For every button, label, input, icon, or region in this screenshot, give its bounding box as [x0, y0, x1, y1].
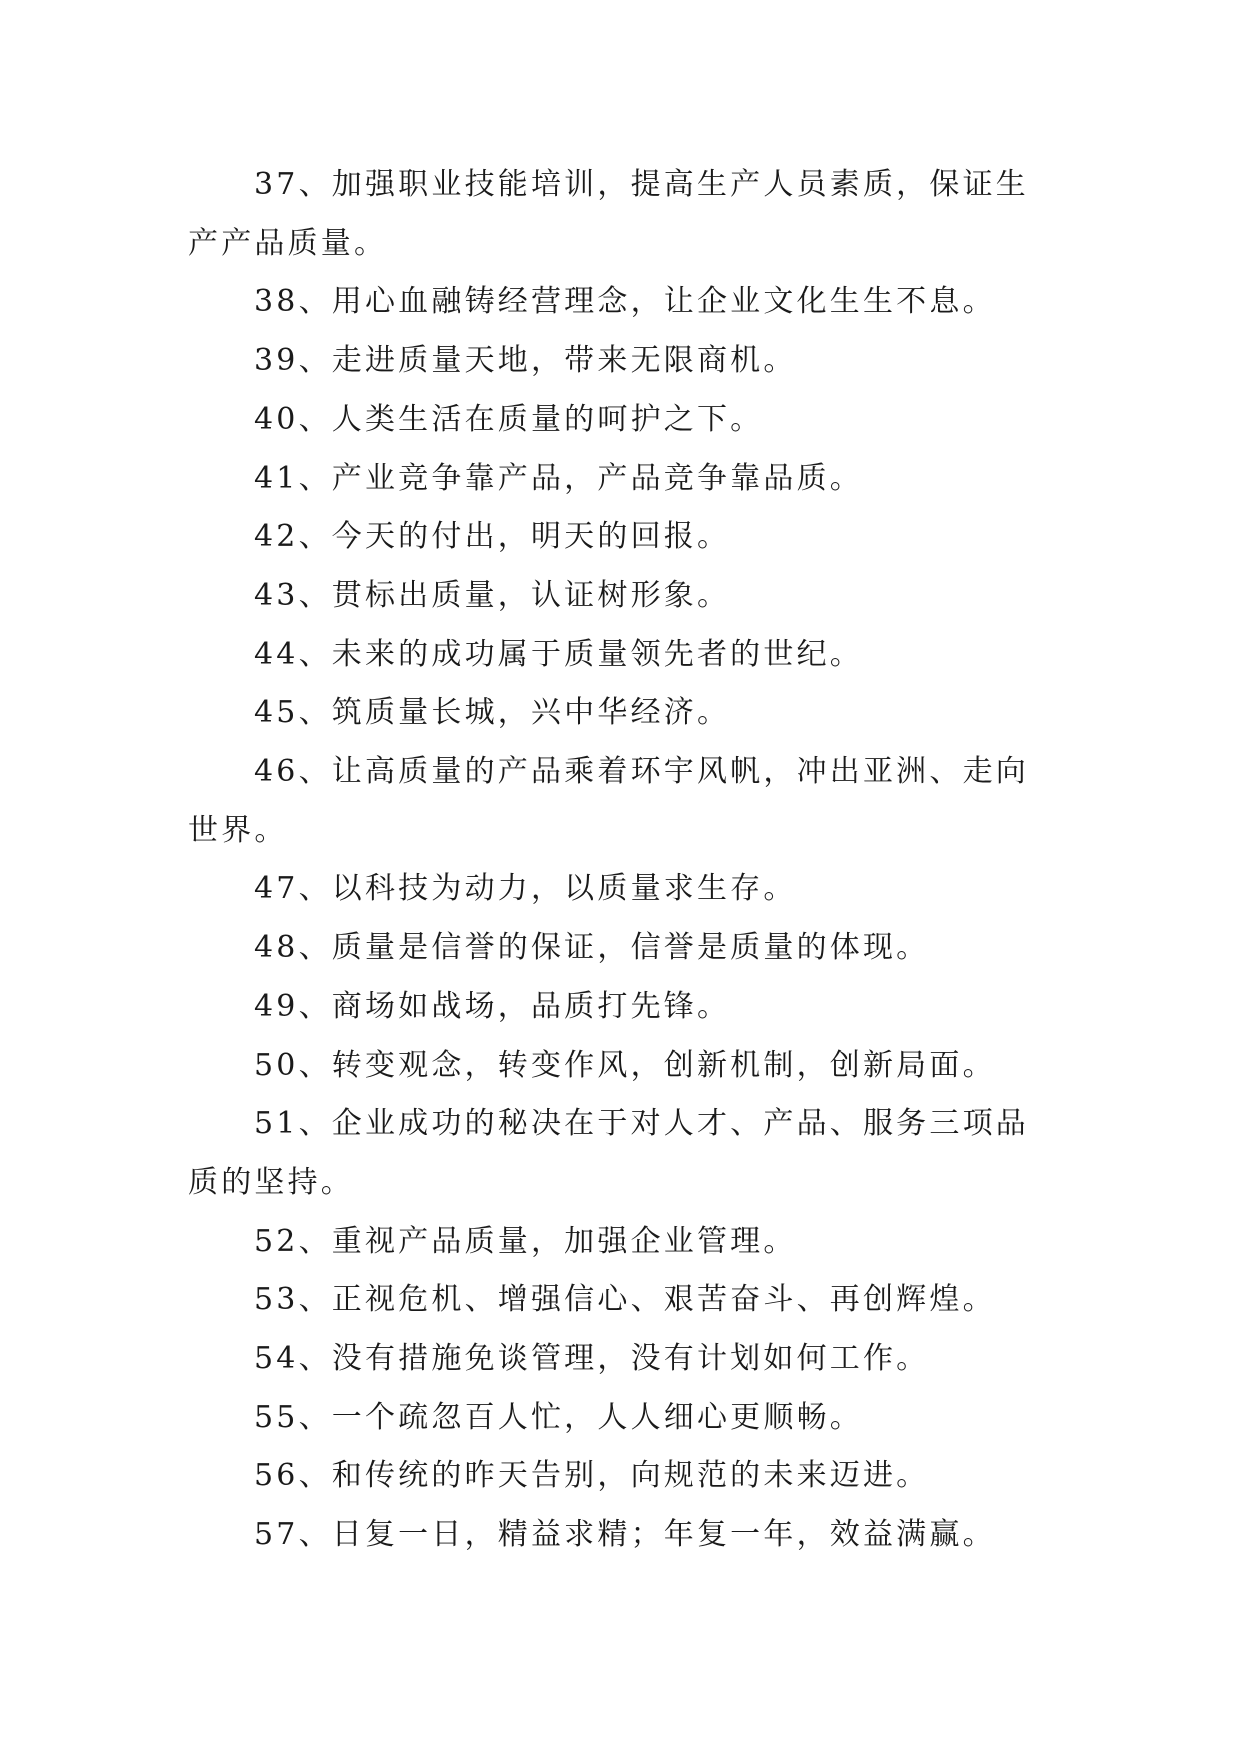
paragraph-57: 57、日复一日，精益求精；年复一年，效益满赢。	[254, 1517, 996, 1553]
paragraph-37: 37、加强职业技能培训，提高生产人员素质，保证生产产品质量。	[188, 167, 1029, 261]
document-body	[188, 156, 1058, 1565]
paragraph-38: 38、用心血融铸经营理念，让企业文化生生不息。	[254, 284, 996, 320]
paragraph-40: 40、人类生活在质量的呵护之下。	[254, 401, 764, 437]
paragraph-50: 50、转变观念，转变作风，创新机制，创新局面。	[254, 1047, 996, 1083]
paragraph-49: 49、商场如战场，品质打先锋。	[254, 988, 731, 1024]
paragraph-53: 53、正视危机、增强信心、艰苦奋斗、再创辉煌。	[254, 1282, 996, 1318]
paragraph-56: 56、和传统的昨天告别，向规范的未来迈进。	[254, 1458, 930, 1494]
paragraph-54: 54、没有措施免谈管理，没有计划如何工作。	[254, 1341, 930, 1377]
paragraph-39: 39、走进质量天地，带来无限商机。	[254, 343, 797, 379]
paragraph-55: 55、一个疏忽百人忙，人人细心更顺畅。	[254, 1399, 863, 1435]
paragraph-43: 43、贯标出质量，认证树形象。	[254, 577, 731, 613]
paragraph-51: 51、企业成功的秘决在于对人才、产品、服务三项品质的坚持。	[188, 1106, 1029, 1200]
paragraph-52: 52、重视产品质量，加强企业管理。	[254, 1223, 797, 1259]
paragraph-47: 47、以科技为动力，以质量求生存。	[254, 871, 797, 907]
paragraph-41: 41、产业竞争靠产品，产品竞争靠品质。	[254, 460, 863, 496]
paragraph-44: 44、未来的成功属于质量领先者的世纪。	[254, 636, 863, 672]
paragraph-42: 42、今天的付出，明天的回报。	[254, 519, 731, 555]
paragraph-45: 45、筑质量长城，兴中华经济。	[254, 695, 731, 731]
paragraph-48: 48、质量是信誉的保证，信誉是质量的体现。	[254, 930, 930, 966]
paragraph-46: 46、让高质量的产品乘着环宇风帆，冲出亚洲、走向世界。	[188, 754, 1029, 848]
